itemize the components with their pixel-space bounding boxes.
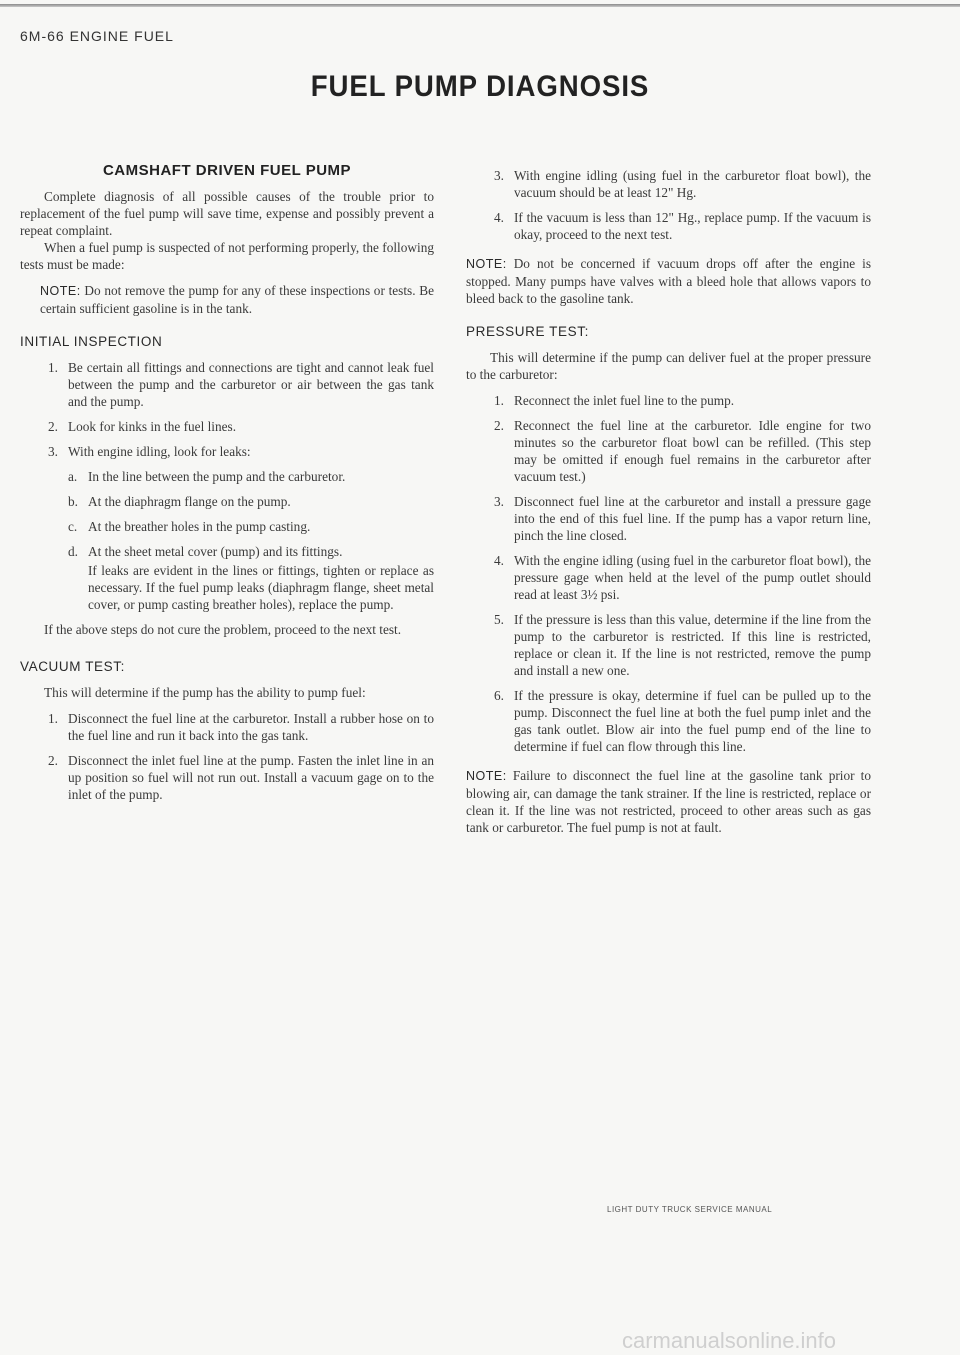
manual-footer: LIGHT DUTY TRUCK SERVICE MANUAL [607, 1205, 773, 1214]
vacuum-intro: This will determine if the pump has the ability to pump fuel: [44, 685, 366, 700]
step-text: Reconnect the fuel line at the carburetor. Idle engine for two minutes so the carburetor float bowl can be refilled. (This step may be omitted if enough fuel remains in the carburetor after vacuum test.) [514, 418, 871, 484]
intro-paragraph-2: When a fuel pump is suspected of not performing properly, the following tests must be made: [20, 240, 434, 272]
step-number: 1. [48, 360, 58, 375]
step-number: 3. [48, 444, 58, 459]
sub-text: At the diaphragm flange on the pump. [88, 494, 291, 509]
section-subtitle: CAMSHAFT DRIVEN FUEL PUMP [102, 162, 352, 179]
note-label: NOTE: [40, 284, 81, 298]
pressure-test-list [466, 392, 871, 755]
sub-letter: b. [68, 494, 78, 509]
step-number: 3. [494, 494, 504, 509]
intro-paragraph: Complete diagnosis of all possible causes of the trouble prior to replacement of the fuel pump will save time, expense and possibly prevent a repeat complaint. [20, 189, 434, 238]
list-item [466, 392, 871, 409]
list-item [20, 359, 434, 410]
list-item [466, 552, 871, 603]
list-item [466, 611, 871, 679]
step-text: If the vacuum is less than 12" Hg., replace pump. If the vacuum is okay, proceed to the next test. [514, 210, 871, 242]
step-text: Disconnect fuel line at the carburetor and install a pressure gage into the end of this fuel line. If the pump has a vapor return line, pinch the line closed. [514, 494, 871, 543]
list-item [466, 493, 871, 544]
sub-text: At the breather holes in the pump casting. [88, 519, 311, 534]
pressure-test-heading: PRESSURE TEST: [466, 324, 589, 339]
note-block [466, 767, 871, 836]
top-rule [0, 4, 960, 7]
step-text: With the engine idling (using fuel in the carburetor float bowl), the pressure gage when held at the level of the pump outlet should read at least 3½ psi. [514, 553, 871, 602]
step-text: Disconnect the inlet fuel line at the pump. Fasten the inlet line in an up position so fuel will not run out. Install a vacuum gage on to the inlet of the pump. [68, 753, 434, 802]
note-text: Failure to disconnect the fuel line at the gasoline tank prior to blowing air, can damage the tank strainer. If the line is restricted, replace or clean it. If the line was not restricted, proceed to other areas such as gas tank or carburetor. The fuel pump is not at fault. [466, 768, 871, 835]
note-block [40, 282, 434, 317]
note-block [466, 255, 871, 307]
leak-continuation: If leaks are evident in the lines or fittings, tighten or replace as necessary. If the fuel pump leaks (diaphragm flange, sheet metal cover, or pump casting breather holes), replace the pump. [88, 563, 434, 612]
list-item [20, 752, 434, 803]
list-item [466, 167, 871, 201]
step-number: 1. [494, 393, 504, 408]
step-number: 4. [494, 210, 504, 225]
vacuum-test-heading: VACUUM TEST: [20, 659, 125, 674]
note-text: Do not be concerned if vacuum drops off after the engine is stopped. Many pumps have valves with a bleed hole that allows vapors to bleed back to the gasoline tank. [466, 256, 871, 306]
step-number: 3. [494, 168, 504, 183]
watermark: carmanualsonline.info [622, 1328, 837, 1353]
step-text: If the pressure is less than this value, determine if the line from the pump to the carburetor is restricted. If this line is restricted, replace or clean it. If the line is not restricted, remove the pump and install a new one. [514, 612, 871, 678]
sub-item [20, 468, 434, 485]
list-item [466, 687, 871, 755]
sub-letter: c. [68, 519, 78, 534]
proceed-paragraph: If the above steps do not cure the problem, proceed to the next test. [44, 622, 402, 637]
step-text: With engine idling, look for leaks: [68, 444, 251, 459]
note-text: Do not remove the pump for any of these inspections or tests. Be certain sufficient gasoline is in the tank. [40, 283, 434, 316]
step-text: Be certain all fittings and connections are tight and cannot leak fuel between the pump and the carburetor or air between the gas tank and the pump. [68, 360, 434, 409]
sub-letter: a. [68, 469, 78, 484]
page-header: 6M-66 ENGINE FUEL [20, 28, 174, 44]
vacuum-test-list [20, 710, 434, 803]
list-item [20, 418, 434, 435]
step-text: Reconnect the inlet fuel line to the pump. [514, 393, 735, 408]
sub-letter: d. [68, 544, 78, 559]
vacuum-test-list-continued [466, 167, 871, 243]
step-text: With engine idling (using fuel in the carburetor float bowl), the vacuum should be at least 12" Hg. [514, 168, 871, 200]
note-label: NOTE: [466, 769, 507, 783]
list-item [20, 710, 434, 744]
initial-inspection-list [20, 359, 434, 460]
step-number: 2. [494, 418, 504, 433]
step-number: 2. [48, 419, 58, 434]
step-number: 6. [494, 688, 504, 703]
list-item [466, 417, 871, 485]
sub-item [20, 543, 434, 560]
right-column [466, 167, 871, 846]
sub-item [20, 518, 434, 535]
list-item [20, 443, 434, 460]
left-column [20, 162, 434, 811]
note-label: NOTE: [466, 257, 507, 271]
step-number: 4. [494, 553, 504, 568]
list-item [466, 209, 871, 243]
initial-inspection-heading: INITIAL INSPECTION [20, 334, 163, 349]
pressure-intro: This will determine if the pump can deliver fuel at the proper pressure to the carburetor: [466, 350, 871, 382]
sub-item [20, 493, 434, 510]
step-text: If the pressure is okay, determine if fuel can be pulled up to the pump. Disconnect the fuel line at both the fuel pump inlet and the gas tank outlet. Blow air into the fuel pump end of the line to determine if fuel can flow through this line. [514, 688, 871, 754]
page-title: FUEL PUMP DIAGNOSIS [310, 70, 650, 103]
sub-text: At the sheet metal cover (pump) and its fittings. [88, 544, 343, 559]
step-text: Disconnect the fuel line at the carburetor. Install a rubber hose on to the fuel line and run it back into the gas tank. [68, 711, 434, 743]
step-number: 2. [48, 753, 58, 768]
step-number: 1. [48, 711, 58, 726]
step-number: 5. [494, 612, 504, 627]
sub-text: In the line between the pump and the carburetor. [88, 469, 346, 484]
step-text: Look for kinks in the fuel lines. [68, 419, 237, 434]
